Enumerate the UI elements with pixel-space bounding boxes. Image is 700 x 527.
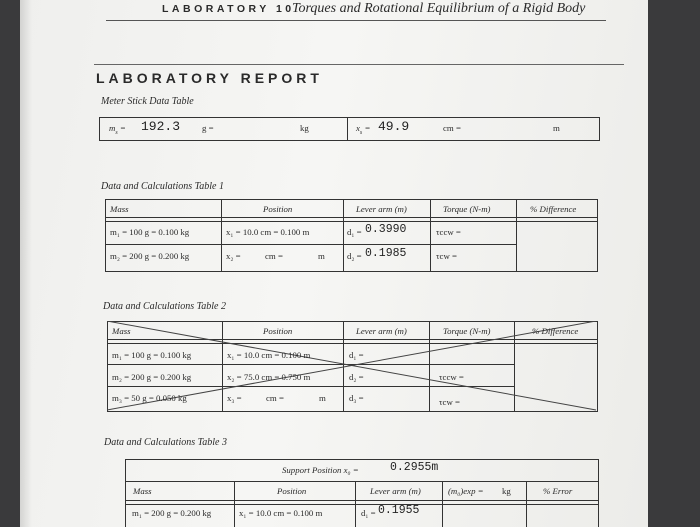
table1-header-rule xyxy=(105,217,597,222)
t3-support-label: Support Position x₀ = xyxy=(282,465,359,475)
t2-header-diff: % Difference xyxy=(532,326,579,336)
t1-pos-2-cm: cm = xyxy=(265,251,283,261)
t2-lever-1: d₁ = xyxy=(349,350,364,360)
t3-header-kg: kg xyxy=(502,486,511,496)
header-rule xyxy=(106,20,606,21)
t1-pos-2: x₂ = xyxy=(226,251,241,261)
t3-header-mexp: (m₀)exp = xyxy=(448,486,484,496)
xs-value: 49.9 xyxy=(378,119,410,134)
t3-support-value: 0.2955m xyxy=(390,461,439,474)
lab-title: Torques and Rotational Equilibrium of a Rigid Body xyxy=(292,1,586,16)
t3-header-position: Position xyxy=(277,486,307,496)
ms-label: $m_s$ = xyxy=(109,123,126,136)
t2-lever-2: d₂ = xyxy=(349,372,364,382)
t3-lever-1-value: 0.1955 xyxy=(378,504,420,517)
t2-header-mass: Mass xyxy=(112,326,131,336)
t2-pos-3-m: m xyxy=(319,393,326,403)
t2-header-position: Position xyxy=(263,326,293,336)
t3-lever-1-label: d₁ = xyxy=(361,508,376,518)
t2-header-torque: Torque (N-m) xyxy=(443,326,491,336)
xs-m-unit: m xyxy=(553,123,560,133)
t2-pos-2: x₂ = 75.0 cm = 0.750 m xyxy=(227,372,311,382)
t1-header-diff: % Difference xyxy=(530,204,577,214)
t2-mass-2: m₂ = 200 g = 0.200 kg xyxy=(112,372,192,382)
t3-header-lever: Lever arm (m) xyxy=(370,486,421,496)
t1-pos-1: x₁ = 10.0 cm = 0.100 m xyxy=(226,227,310,237)
t2-torque-cw: τcw = xyxy=(439,397,460,407)
t1-mass-2: m₂ = 200 g = 0.200 kg xyxy=(110,251,190,261)
meter-stick-caption: Meter Stick Data Table xyxy=(101,96,194,107)
t1-torque-cw: τcw = xyxy=(436,251,457,261)
t3-header-error: % Error xyxy=(543,486,573,496)
t3-pos-1: x₁ = 10.0 cm = 0.100 m xyxy=(239,508,323,518)
t2-mass-1: m₁ = 100 g = 0.100 kg xyxy=(112,350,192,360)
t2-pos-3: x₃ = xyxy=(227,393,242,403)
lab-number: LABORATORY 10 xyxy=(162,3,295,15)
table3-caption: Data and Calculations Table 3 xyxy=(104,437,227,448)
table2-caption: Data and Calculations Table 2 xyxy=(103,301,226,312)
xs-cm-eq: cm = xyxy=(443,123,461,133)
report-rule xyxy=(94,64,624,65)
t2-torque-ccw: τccw = xyxy=(439,372,464,382)
t2-header-lever: Lever arm (m) xyxy=(356,326,407,336)
ms-g-eq: g = xyxy=(202,123,214,133)
t1-header-lever: Lever arm (m) xyxy=(356,204,407,214)
meter-stick-divider xyxy=(347,117,348,141)
t1-mass-1: m₁ = 100 g = 0.100 kg xyxy=(110,227,190,237)
t2-pos-3-cm: cm = xyxy=(266,393,284,403)
ms-kg-unit: kg xyxy=(300,123,309,133)
xs-label: $x_s$ = xyxy=(356,123,371,136)
page-shadow xyxy=(20,0,32,527)
table1-caption: Data and Calculations Table 1 xyxy=(101,181,224,192)
t3-header-mass: Mass xyxy=(133,486,152,496)
t1-lever-1-value: 0.3990 xyxy=(365,223,407,236)
t1-header-torque: Torque (N-m) xyxy=(443,204,491,214)
t1-header-position: Position xyxy=(263,204,293,214)
t1-lever-2-label: d₂ = xyxy=(347,251,362,261)
t2-lever-3: d₃ = xyxy=(349,393,364,403)
t2-mass-3: m₃ = 50 g = 0.050 kg xyxy=(112,393,187,403)
lab-report-page xyxy=(20,0,648,527)
t1-lever-1-label: d₁ = xyxy=(347,227,362,237)
t1-torque-ccw: τccw = xyxy=(436,227,461,237)
t1-lever-2-value: 0.1985 xyxy=(365,247,407,260)
t2-pos-1: x₁ = 10.0 cm = 0.100 m xyxy=(227,350,311,360)
report-title: LABORATORY REPORT xyxy=(96,70,323,86)
t3-mass-1: m₁ = 200 g = 0.200 kg xyxy=(132,508,212,518)
t1-header-mass: Mass xyxy=(110,204,129,214)
t1-pos-2-m: m xyxy=(318,251,325,261)
ms-value: 192.3 xyxy=(141,119,181,134)
table1-row-rule xyxy=(105,244,516,245)
